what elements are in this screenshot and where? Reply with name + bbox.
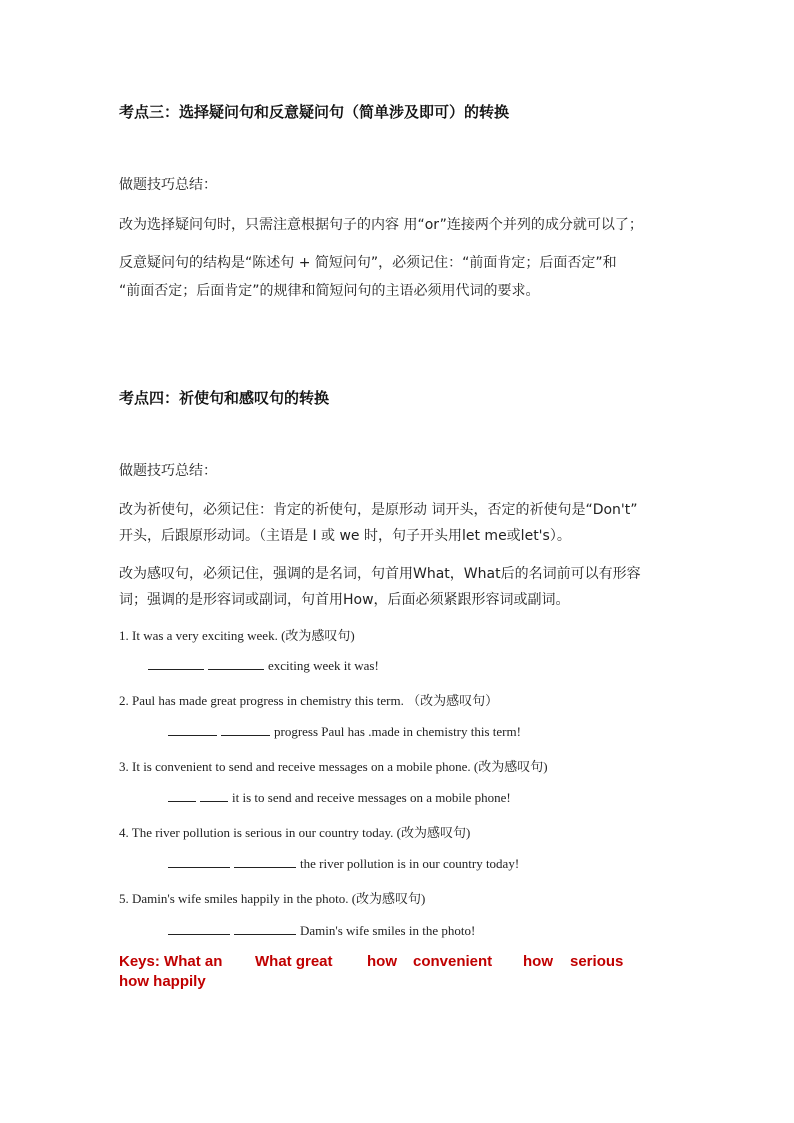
- exercise-4-answer: [168, 855, 519, 872]
- exercise-4-question: 4. The river pollution is serious in our country today. (改为感叹句): [119, 825, 471, 840]
- answer-blank[interactable]: [234, 855, 296, 868]
- key-answer: how: [367, 953, 397, 970]
- exercise-4-answer-tail: the river pollution is in our country today!: [300, 856, 520, 871]
- section3-para2-line1: 反意疑问句的结构是“陈述句 + 简短问句”，必须记住：“前面肯定；后面否定”和: [119, 255, 617, 271]
- section4-title: 考点四：祈使句和感叹句的转换: [119, 389, 330, 407]
- answer-blank[interactable]: [200, 789, 228, 802]
- exercise-1-answer: [148, 657, 379, 674]
- section3-tips-label: 做题技巧总结：: [119, 177, 217, 193]
- keys-label: Keys:: [119, 953, 160, 970]
- exercise-1-question: 1. It was a very exciting week. (改为感叹句): [119, 628, 355, 643]
- key-answer: how: [523, 953, 553, 970]
- key-answer: What an: [164, 953, 223, 970]
- section4-para1-line2: 开头，后跟原形动词。（主语是 I 或 we 时，句子开头用let me或let's）。: [119, 528, 571, 544]
- answer-blank[interactable]: [168, 855, 230, 868]
- section3-para2-line2: “前面否定；后面肯定”的规律和简短问句的主语必须用代词的要求。: [119, 283, 540, 299]
- exercise-5-answer: [168, 922, 475, 939]
- section3-title: 考点三：选择疑问句和反意疑问句（简单涉及即可）的转换: [119, 103, 510, 121]
- key-answer: What great: [255, 953, 333, 970]
- answer-blank[interactable]: [168, 789, 196, 802]
- answer-blank[interactable]: [168, 922, 230, 935]
- section4-para1-line1: 改为祈使句，必须记住：肯定的祈使句，是原形动 词开头，否定的祈使句是“Don't”: [119, 502, 638, 518]
- exercise-2-question: 2. Paul has made great progress in chemistry this term. （改为感叹句）: [119, 693, 499, 708]
- section4-para2-line1: 改为感叹句，必须记住，强调的是名词，句首用What，What后的名词前可以有形容: [119, 566, 641, 582]
- exercise-5-answer-tail: Damin's wife smiles in the photo!: [300, 923, 476, 938]
- key-answer: how happily: [119, 973, 206, 990]
- section3-para1: 改为选择疑问句时，只需注意根据句子的内容 用“or”连接两个并列的成分就可以了；: [119, 217, 643, 233]
- answer-blank[interactable]: [208, 657, 264, 670]
- section4-para2-line2: 词；强调的是形容词或副词，句首用How，后面必须紧跟形容词或副词。: [119, 592, 570, 608]
- exercise-3-question: 3. It is convenient to send and receive messages on a mobile phone. (改为感叹句): [119, 759, 548, 774]
- answer-blank[interactable]: [221, 723, 270, 736]
- section4-tips-label: 做题技巧总结：: [119, 463, 217, 479]
- exercise-1-answer-tail: exciting week it was!: [268, 658, 379, 673]
- keys-line-1: [119, 953, 222, 970]
- answer-blank[interactable]: [234, 922, 296, 935]
- answer-blank[interactable]: [148, 657, 204, 670]
- exercise-5-question: 5. Damin's wife smiles happily in the photo. (改为感叹句): [119, 891, 426, 906]
- exercise-3-answer: [168, 789, 511, 806]
- exercise-2-answer: [168, 723, 521, 740]
- exercise-3-answer-tail: it is to send and receive messages on a mobile phone!: [232, 790, 511, 805]
- answer-blank[interactable]: [168, 723, 217, 736]
- exercise-2-answer-tail: progress Paul has .made in chemistry this term!: [274, 724, 521, 739]
- key-answer: serious: [570, 953, 624, 970]
- key-answer: convenient: [413, 953, 493, 970]
